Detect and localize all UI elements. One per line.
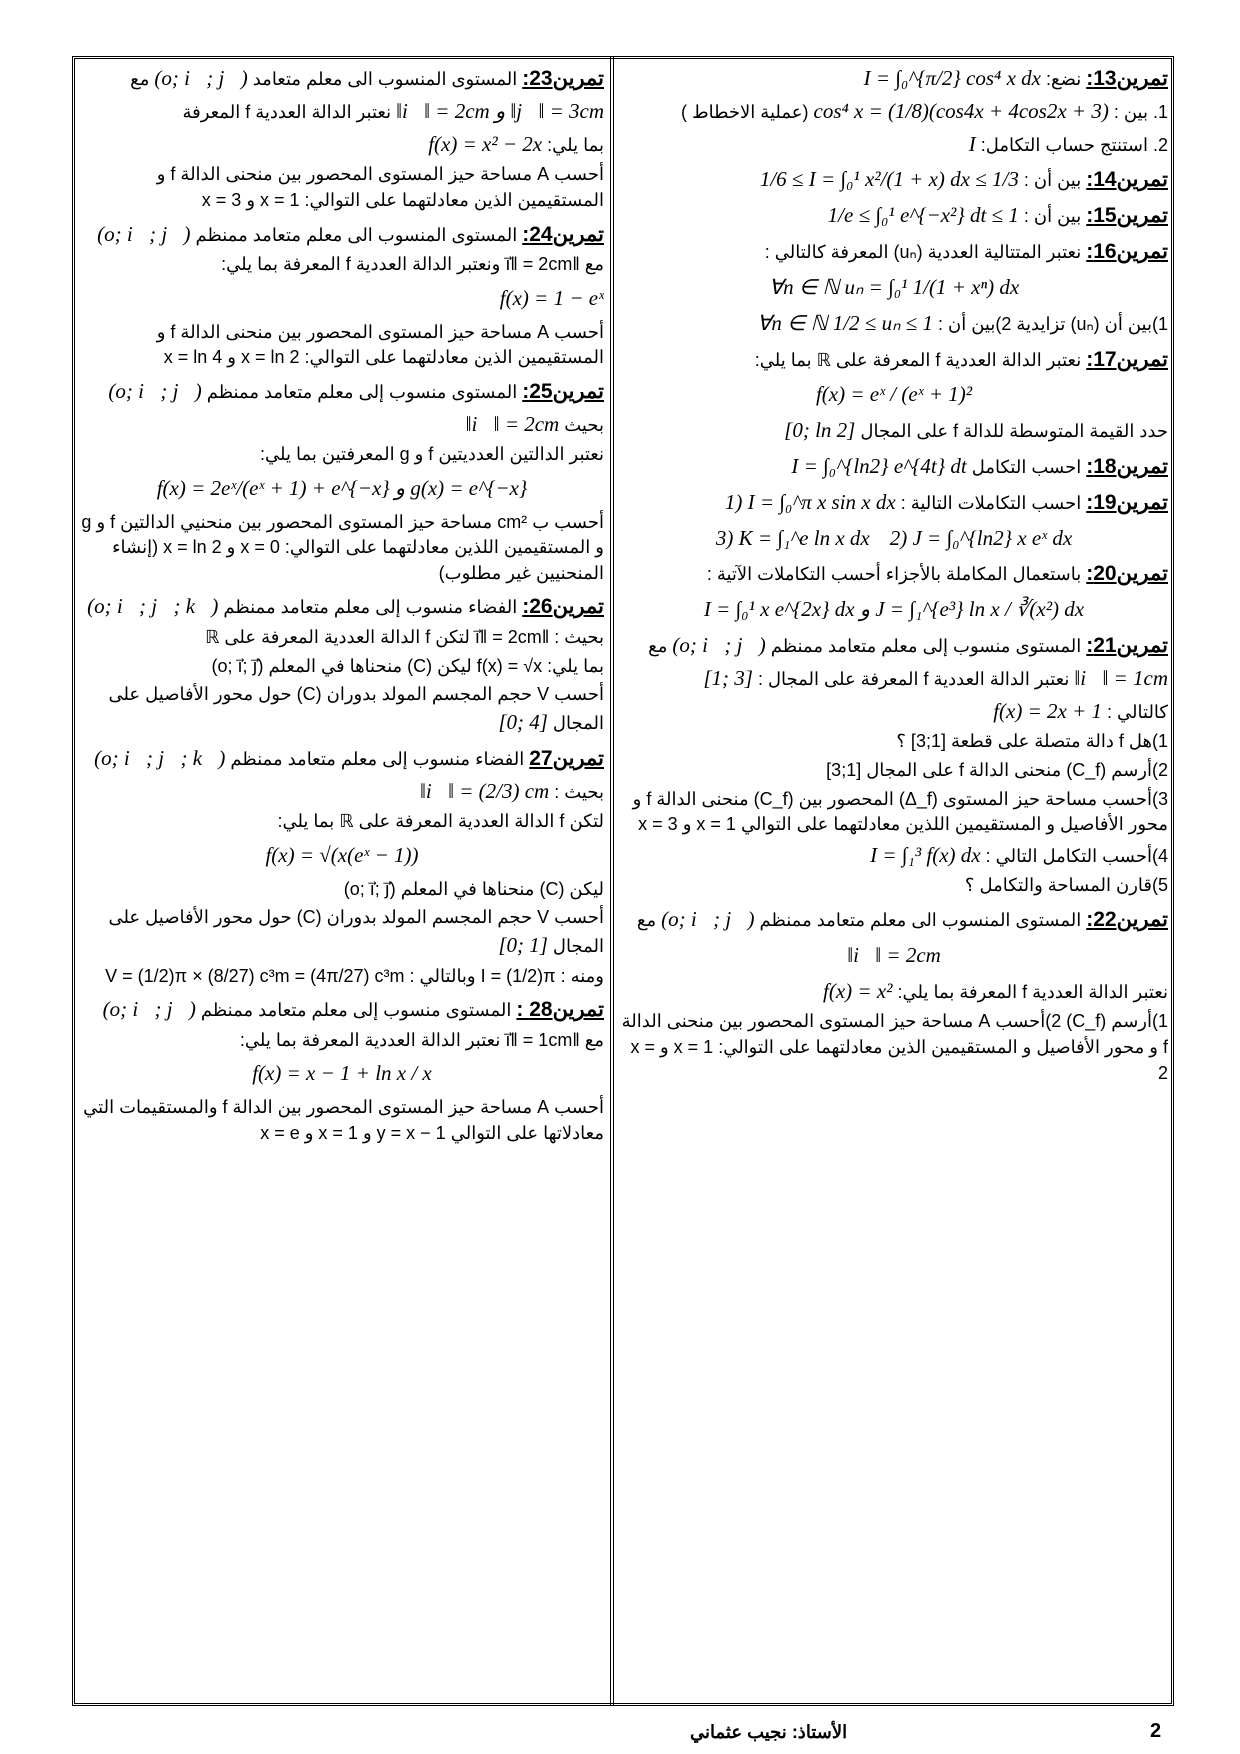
- exercise-title: تمرين22:: [1086, 907, 1168, 931]
- exercise-20: تمرين20: باستعمال المكاملة بالأجزاء أحسب التكاملات الآتية : I = ∫₀¹ x e^{2x} dx و J = ∫₁^{e³} ln x / ∛(x²) dx: [703, 562, 1168, 622]
- exercise-25: تمرين25: المستوى منسوب إلى معلم متعامد ممنظم (o; i⃗; j⃗) بحيث ‖i⃗‖ = 2cm نعتبر الدالتين العدديتين f و g المعرفتين بما يلي: f(x) = 2eˣ/(eˣ + 1) + e^{−x} و g(x) = e^{−x} أحسب ب cm² مساحة حيز المستوى المحصور بين منحنيي الدالتين f و g و المستقيمين اللذين معادلتهما على التوالي: x = 0 و x = ln 2 (إنشاء المنحنيين غير مطلوب): [81, 378, 604, 583]
- teacher-name: الأستاذ: نجيب عثماني: [690, 1722, 848, 1742]
- exercise-27: تمرين27 الفضاء منسوب إلى معلم متعامد ممنظم (o; i⃗; j⃗; k⃗) بحيث : ‖i⃗‖ = (2/3) cm لتكن f الدالة العددية المعرفة على ℝ بما يلي: f(x) = √(x(eˣ − 1)) ليكن (C) منحناها في المعلم (o; i⃗; j⃗) أحسب V حجم المجسم المولد بدوران (C) حول محور الأفاصيل على المجال [0; 1] ومنه : I = (1/2)π وبالتالي : V = (1/2)π × (8/27) c³m = (4π/27) c³m: [94, 745, 604, 986]
- exercise-title: تمرين19:: [1086, 490, 1168, 514]
- exercise-title: تمرين20:: [1086, 562, 1168, 586]
- exercise-14: تمرين14: بين أن : 1/6 ≤ I = ∫₀¹ x²/(1 + x) dx ≤ 1/3: [759, 167, 1168, 192]
- formula: 1/e ≤ ∫₀¹ e^{−x²} dt ≤ 1: [827, 203, 1019, 228]
- exercise-title: تمرين26:: [522, 595, 604, 619]
- exercise-title: تمرين13:: [1086, 67, 1168, 90]
- exercise-21: تمرين21: المستوى منسوب إلى معلم متعامد ممنظم (o; i⃗; j⃗) مع ‖i⃗‖ = 1cm نعتبر الدالة العددية f المعرفة على المجال : [1; 3] كالتالي : f(x) = 2x + 1 1)هل f دالة متصلة على قطعة [1;3] ؟ 2)أرسم (C_f) منحنى الدالة f على المجال [1;3] 3)أحسب مساحة حيز المستوى (Δ_f) المحصور بين (C_f) منحنى الدالة f و محور الأفاصيل و المستقيمين اللذين معادلتهما على التوالي x = 1 و x = 3 4)أحسب التكامل التالي : I = ∫₁³ f(x) dx 5)قارن المساحة والتكامل ؟: [632, 633, 1168, 896]
- formula: 1/6 ≤ I = ∫₀¹ x²/(1 + x) dx ≤ 1/3: [759, 167, 1019, 192]
- formula: I = ∫₀^{π/2} cos⁴ x dx: [863, 66, 1041, 90]
- formula: f(x) = x − 1 + ln x / x: [252, 1061, 432, 1086]
- formula: f(x) = √(x(eˣ − 1)): [265, 842, 419, 867]
- page-number: 2: [1150, 1720, 1162, 1742]
- exercise-18: تمرين18: احسب التكامل I = ∫₀^{ln2} e^{4t} dt: [791, 453, 1168, 478]
- exercise-17: تمرين17: نعتبر الدالة العددية f المعرفة على ℝ بما يلي: f(x) = eˣ / (eˣ + 1)² حدد القيمة المتوسطة للدالة f على المجال [0; ln 2]: [754, 347, 1168, 443]
- exercise-15: تمرين15: بين أن : 1/e ≤ ∫₀¹ e^{−x²} dt ≤ 1: [827, 203, 1168, 228]
- exercise-title: تمرين18:: [1086, 454, 1168, 478]
- exercise-13: تمرين13: نضع: I = ∫₀^{π/2} cos⁴ x dx 1. بين : cos⁴ x = (1/8)(cos4x + 4cos2x + 3) (عملية الاخطاط ) 2. استنتج حساب التكامل: I: [681, 66, 1168, 156]
- formula: ∀n ∈ ℕ uₙ = ∫₀¹ 1/(1 + xⁿ) dx: [768, 274, 1020, 299]
- column-divider: [610, 56, 614, 1706]
- exercise-title: تمرين25:: [522, 379, 604, 403]
- exercise-26: تمرين26: الفضاء منسوب إلى معلم متعامد ممنظم (o; i⃗; j⃗; k⃗) بحيث : ‖i⃗‖ = 2cm لتكن f الدالة العددية المعرفة على ℝ بما يلي: f(x) = √x ليكن (C) منحناها في المعلم (o; i⃗; j⃗) أحسب V حجم المجسم المولد بدوران (C) حول محور الأفاصيل على المجال [0; 4]: [87, 594, 604, 734]
- exercise-16: تمرين16: نعتبر المتتالية العددية (uₙ) المعرفة كالتالي : ∀n ∈ ℕ uₙ = ∫₀¹ 1/(1 + xⁿ) dx 1)بين أن (uₙ) تزايدية 2)بين أن : ∀n ∈ ℕ 1/2 ≤ uₙ ≤ 1: [756, 240, 1168, 335]
- exercise-19: تمرين19: احسب التكاملات التالية : 1) I = ∫₀^π x sin x dx 2) J = ∫₀^{ln2} x eˣ dx 3) K = ∫₁^e ln x dx: [715, 489, 1168, 550]
- right-column: [620, 64, 1168, 1698]
- formula: f(x) = 2eˣ/(eˣ + 1) + e^{−x} و g(x) = e^{−x}: [156, 475, 528, 500]
- exercise-title: تمرين28 :: [516, 998, 604, 1022]
- formula: I = ∫₀¹ x e^{2x} dx و J = ∫₁^{e³} ln x / ∛(x²) dx: [703, 597, 1085, 622]
- exercise-title: تمرين17:: [1086, 347, 1168, 371]
- exercise-title: تمرين14:: [1086, 168, 1168, 192]
- exercise-title: تمرين15:: [1086, 204, 1168, 228]
- exercise-24: تمرين24: المستوى المنسوب الى معلم متعامد ممنظم (o; i⃗; j⃗) مع ‖i⃗‖ = 2cm ونعتبر الدالة العددية f المعرفة بما يلي: f(x) = 1 − eˣ أحسب A مساحة حيز المستوى المحصور بين منحنى الدالة f و المستقيمين الذين معادلتهما على التوالي: x = ln 2 و x = ln 4: [97, 221, 604, 368]
- left-column: [80, 64, 604, 1698]
- exercise-23: تمرين23: المستوى المنسوب الى معلم متعامد (o; i⃗; j⃗) مع ‖i⃗‖ = 2cm و ‖j⃗‖ = 3cm نعتبر الدالة العددية f المعرفة بما يلي: f(x) = x² − 2x أحسب A مساحة حيز المستوى المحصور بين منحنى الدالة f و المستقيمين الذين معادلتهما على التوالي: x = 1 و x = 3: [130, 66, 604, 210]
- exercise-title: تمرين27: [529, 746, 604, 770]
- exercise-28: تمرين28 : المستوى منسوب إلى معلم متعامد ممنظم (o; i⃗; j⃗) مع ‖i⃗‖ = 1cm نعتبر الدالة العددية المعرفة بما يلي: f(x) = x − 1 + ln x / x أحسب A مساحة حيز المستوى المحصور بين الدالة f والمستقيمات التي معادلاتها على التوالي y = x − 1 و x = 1 و x = e: [83, 997, 604, 1143]
- exercise-title: تمرين24:: [522, 222, 604, 246]
- exercise-title: تمرين21:: [1086, 634, 1168, 657]
- exercise-22: تمرين22: المستوى المنسوب الى معلم متعامد ممنظم (o; i⃗; j⃗) مع ‖i⃗‖ = 2cm نعتبر الدالة العددية f المعرفة بما يلي: f(x) = x² 1)أرسم (C_f) 2)أحسب A مساحة حيز المستوى المحصور بين منحنى الدالة f و محور الأفاصيل و المستقيمين الذين معادلتهما على التوالي: x = 1 و x = 2: [621, 906, 1168, 1083]
- formula: f(x) = eˣ / (eˣ + 1)²: [815, 382, 973, 407]
- formula: I = ∫₀^{ln2} e^{4t} dt: [791, 453, 967, 478]
- exercise-title: تمرين23:: [522, 67, 604, 90]
- exercise-title: تمرين16:: [1086, 240, 1168, 264]
